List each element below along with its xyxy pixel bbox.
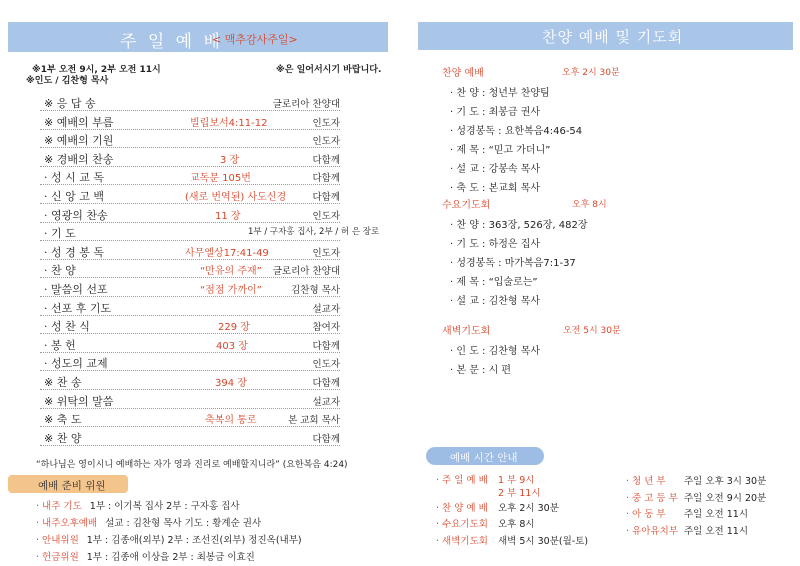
order-item-name: · 봉 헌 [44, 338, 76, 352]
schedule-value: 주일 오전 11시 [684, 509, 749, 520]
order-item-name: ※ 찬 송 [44, 376, 82, 389]
staff-text: 1부 : 이기복 집사 2부 : 구자홍 집사 [89, 501, 240, 512]
staff-row [36, 532, 302, 546]
section-line: · 성경봉독 : 요한복음4:46-54 [450, 126, 583, 137]
order-item-detail: 403 장 [216, 340, 248, 352]
section-heading: 수요기도회 [442, 200, 491, 211]
order-item-leader: 설교자 [312, 303, 340, 315]
section-time: 오후 8시 [572, 200, 607, 210]
order-item-leader: 글로리아 찬양대 [272, 266, 340, 278]
order-item-leader: 김찬형 목사 [291, 285, 340, 296]
order-row [40, 204, 340, 223]
schedule-title-badge [426, 447, 544, 465]
order-item-detail: “점점 가까이” [200, 285, 262, 296]
order-item-name: · 찬 양 [44, 264, 76, 278]
order-item-leader: 인도자 [312, 136, 340, 148]
order-item-name: ※ 찬 양 [44, 431, 82, 445]
section-line: · 성경봉독 : 마가복음7:1-37 [450, 258, 576, 269]
order-item-leader: 다함께 [312, 154, 340, 166]
order-item-name: ※ 위탁의 말씀 [44, 394, 114, 408]
order-row [40, 390, 340, 409]
order-item-name: · 선포 후 기도 [44, 301, 112, 315]
schedule-value: 주일 오전 11시 [684, 525, 749, 537]
order-item-name: ※ 경배의 찬송 [44, 152, 114, 166]
schedule-title: 예배 시간 안내 [450, 452, 518, 464]
schedule-value: 오후 8시 [498, 519, 535, 530]
schedule-value: 새벽 5시 30분(월-토) [498, 536, 589, 547]
staff-text: 1부 : 김종애(외부) 2부 : 조선진(외부) 정진옥(내부) [86, 535, 302, 546]
section-time: 오후 2시 30분 [562, 68, 620, 78]
order-row [40, 297, 340, 316]
order-item-leader: 다함께 [312, 192, 340, 203]
section-line: · 제 목 : “입술로는” [450, 277, 538, 288]
worship-subtitle: < 맥추감사주일> [212, 33, 298, 46]
order-item-detail: 3 장 [220, 154, 240, 166]
schedule-label: · 찬 양 예 배 [436, 503, 488, 514]
schedule-label: · 새벽기도회 [436, 536, 488, 547]
section-line: · 제 목 : “믿고 가더니” [450, 145, 551, 156]
order-item-detail: (새로 번역된) 사도신경 [185, 192, 287, 203]
order-row [40, 259, 340, 278]
schedule-value: 주일 오전 9시 20분 [684, 492, 767, 504]
staff-row [36, 549, 255, 563]
order-row [40, 352, 340, 371]
order-row [40, 278, 340, 297]
order-item-leader: 인도자 [312, 247, 340, 259]
schedule-label: · 중 고 등 부 [626, 492, 678, 504]
order-item-name: · 기 도 [44, 227, 76, 241]
order-row [40, 166, 340, 185]
order-item-leader: 다함께 [312, 340, 340, 352]
order-item-detail: 사무엘상17:41-49 [185, 247, 269, 259]
schedule-value: 오후 2시 30분 [498, 503, 559, 514]
section-heading: 찬양 예배 [442, 68, 484, 79]
staff-text: 설교 : 김찬형 목사 기도 : 황계순 권사 [105, 518, 262, 529]
order-item-name: ※ 응 답 송 [44, 97, 96, 110]
order-item-name: ※ 예배의 기원 [44, 134, 114, 148]
order-row [40, 408, 340, 427]
order-item-leader: 인도자 [312, 359, 340, 371]
order-item-leader: 본 교회 목사 [288, 415, 340, 427]
section-line: · 기 도 : 최봉금 권사 [450, 107, 541, 118]
staff-title: 예배 준비 위원 [38, 480, 106, 492]
section-line: · 축 도 : 본교회 목사 [450, 183, 541, 194]
schedule-value: 2 부 11시 [498, 488, 541, 499]
staff-label: · 내주오후예배 [36, 518, 98, 529]
right-title-band [418, 22, 793, 50]
order-item-name: · 성 찬 식 [44, 320, 90, 334]
section-time: 오전 5시 30분 [563, 326, 621, 336]
order-item-detail: “만유의 주재” [200, 266, 262, 278]
left-title-band [8, 22, 388, 52]
order-row [40, 334, 340, 353]
order-item-detail: 1부 / 구자홍 집사, 2부 / 허 은 장로 [248, 227, 380, 238]
order-row [40, 185, 340, 204]
order-item-leader: 다함께 [312, 173, 340, 185]
schedule-value: 주일 오후 3시 30분 [684, 476, 767, 487]
schedule-label: · 아 동 부 [626, 509, 666, 520]
order-item-name: · 성 경 봉 독 [44, 245, 104, 259]
schedule-label: · 주 일 예 배 [436, 475, 488, 486]
leader-line: ※인도 / 김찬형 목사 [26, 76, 109, 86]
order-item-detail: 교독문 105번 [190, 173, 251, 185]
staff-label: · 안내위원 [36, 535, 79, 546]
order-row [40, 148, 340, 167]
staff-row [36, 515, 261, 529]
order-item-detail: 빌립보서4:11-12 [190, 117, 268, 129]
worship-title: 주 일 예 배 [120, 32, 223, 52]
order-item-leader: 설교자 [312, 396, 340, 408]
order-row [40, 315, 340, 334]
staff-row [36, 498, 240, 512]
order-item-leader: 다함께 [312, 378, 340, 389]
section-line: · 설 교 : 김찬형 목사 [450, 296, 541, 307]
scripture-verse: “하나님은 영이시니 예배하는 자가 영과 진리로 예배할지니라” (요한복음 4:24) [36, 460, 348, 470]
schedule-label: · 청 년 부 [626, 476, 666, 487]
order-item-detail: 11 장 [215, 210, 241, 222]
section-line: · 기 도 : 하정은 집사 [450, 239, 541, 250]
section-line: · 인 도 : 김찬형 목사 [450, 346, 541, 357]
order-item-name: · 성 시 교 독 [44, 171, 104, 185]
schedule-label: · 유아유치부 [626, 525, 678, 537]
order-item-detail: 394 장 [215, 378, 247, 389]
order-row [40, 92, 340, 111]
section-heading: 새벽기도회 [442, 326, 491, 337]
staff-label: · 내주 기도 [36, 501, 82, 512]
staff-text: 1부 : 김종애 이상을 2부 : 최봉금 이효진 [86, 552, 255, 563]
order-item-name: ※ 축 도 [44, 413, 82, 427]
section-line: · 찬 양 : 청년부 찬양팀 [450, 88, 550, 99]
order-item-name: · 신 앙 고 백 [44, 190, 104, 203]
order-item-name: ※ 예배의 부름 [44, 115, 114, 129]
stand-note: ※은 일어서시기 바랍니다. [276, 65, 382, 75]
order-row [40, 222, 380, 241]
section-line: · 설 교 : 강봉속 목사 [450, 164, 541, 175]
order-item-detail: 축복의 통로 [205, 415, 257, 427]
order-row [40, 111, 340, 130]
right-title: 찬양 예배 및 기도회 [542, 28, 684, 46]
order-item-leader: 인도자 [312, 210, 340, 222]
order-item-leader: 참여자 [312, 322, 340, 334]
order-item-name: · 성도의 교제 [44, 357, 108, 371]
order-item-name: · 말씀의 선포 [44, 283, 108, 296]
order-row [40, 129, 340, 148]
order-row [40, 371, 340, 390]
schedule-label: · 수요기도회 [436, 519, 488, 530]
order-row [40, 427, 340, 446]
schedule-value: 1 부 9시 [498, 475, 535, 486]
order-row [40, 241, 340, 260]
order-item-name: · 영광의 찬송 [44, 208, 108, 222]
staff-title-badge [8, 475, 128, 493]
order-item-leader: 인도자 [312, 117, 340, 129]
service-times: ※1부 오전 9시, 2부 오전 11시 [32, 65, 161, 75]
order-item-leader: 다함께 [312, 433, 340, 445]
section-line: · 찬 양 : 363장, 526장, 482장 [450, 220, 588, 231]
section-line: · 본 문 : 시 편 [450, 365, 512, 376]
staff-label: · 헌금위원 [36, 552, 79, 563]
order-item-detail: 229 장 [218, 322, 250, 334]
order-item-leader: 글로리아 찬양대 [272, 99, 340, 110]
